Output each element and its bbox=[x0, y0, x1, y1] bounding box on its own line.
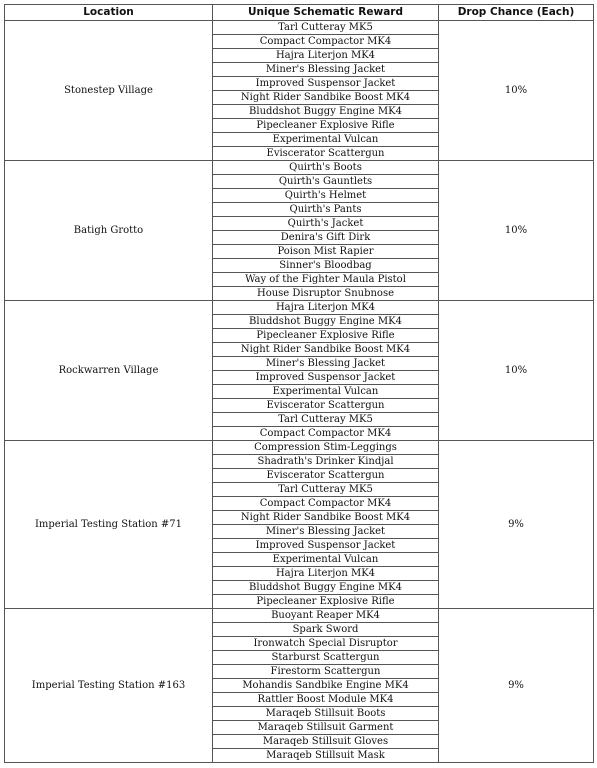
location-cell: Stonestep Village bbox=[5, 21, 213, 161]
reward-cell: Tarl Cutteray MK5 bbox=[213, 413, 439, 427]
reward-cell: Quirth's Jacket bbox=[213, 217, 439, 231]
reward-cell: Bluddshot Buggy Engine MK4 bbox=[213, 581, 439, 595]
reward-cell: Poison Mist Rapier bbox=[213, 245, 439, 259]
reward-cell: Maraqeb Stillsuit Garment bbox=[213, 721, 439, 735]
reward-cell: Hajra Literjon MK4 bbox=[213, 301, 439, 315]
header-location: Location bbox=[5, 5, 213, 21]
reward-cell: Starburst Scattergun bbox=[213, 651, 439, 665]
reward-cell: Eviscerator Scattergun bbox=[213, 399, 439, 413]
reward-cell: Night Rider Sandbike Boost MK4 bbox=[213, 91, 439, 105]
reward-cell: Way of the Fighter Maula Pistol bbox=[213, 273, 439, 287]
drop-chance-cell: 10% bbox=[439, 21, 594, 161]
reward-cell: Experimental Vulcan bbox=[213, 553, 439, 567]
reward-cell: Quirth's Gauntlets bbox=[213, 175, 439, 189]
reward-cell: House Disruptor Snubnose bbox=[213, 287, 439, 301]
drop-chance-cell: 10% bbox=[439, 301, 594, 441]
reward-cell: Pipecleaner Explosive Rifle bbox=[213, 595, 439, 609]
reward-cell: Tarl Cutteray MK5 bbox=[213, 483, 439, 497]
reward-cell: Night Rider Sandbike Boost MK4 bbox=[213, 511, 439, 525]
reward-cell: Compact Compactor MK4 bbox=[213, 497, 439, 511]
drop-chance-cell: 9% bbox=[439, 441, 594, 609]
reward-cell: Mohandis Sandbike Engine MK4 bbox=[213, 679, 439, 693]
reward-cell: Eviscerator Scattergun bbox=[213, 147, 439, 161]
schematic-rewards-table bbox=[4, 4, 594, 763]
reward-cell: Pipecleaner Explosive Rifle bbox=[213, 119, 439, 133]
reward-cell: Hajra Literjon MK4 bbox=[213, 567, 439, 581]
table-row bbox=[5, 441, 594, 455]
header-row bbox=[5, 5, 594, 21]
reward-cell: Maraqeb Stillsuit Mask bbox=[213, 749, 439, 763]
reward-cell: Quirth's Helmet bbox=[213, 189, 439, 203]
reward-cell: Bluddshot Buggy Engine MK4 bbox=[213, 315, 439, 329]
table-row bbox=[5, 161, 594, 175]
reward-cell: Ironwatch Special Disruptor bbox=[213, 637, 439, 651]
reward-cell: Shadrath's Drinker Kindjal bbox=[213, 455, 439, 469]
header-reward: Unique Schematic Reward bbox=[213, 5, 439, 21]
location-cell: Imperial Testing Station #71 bbox=[5, 441, 213, 609]
table-row bbox=[5, 609, 594, 623]
reward-cell: Improved Suspensor Jacket bbox=[213, 371, 439, 385]
reward-cell: Improved Suspensor Jacket bbox=[213, 77, 439, 91]
reward-cell: Spark Sword bbox=[213, 623, 439, 637]
reward-cell: Compact Compactor MK4 bbox=[213, 35, 439, 49]
reward-cell: Maraqeb Stillsuit Gloves bbox=[213, 735, 439, 749]
table-body bbox=[5, 21, 594, 763]
table-row bbox=[5, 21, 594, 35]
location-cell: Batigh Grotto bbox=[5, 161, 213, 301]
reward-cell: Quirth's Boots bbox=[213, 161, 439, 175]
table-row bbox=[5, 301, 594, 315]
reward-cell: Hajra Literjon MK4 bbox=[213, 49, 439, 63]
reward-cell: Sinner's Bloodbag bbox=[213, 259, 439, 273]
reward-cell: Denira's Gift Dirk bbox=[213, 231, 439, 245]
reward-cell: Pipecleaner Explosive Rifle bbox=[213, 329, 439, 343]
reward-cell: Rattler Boost Module MK4 bbox=[213, 693, 439, 707]
reward-cell: Buoyant Reaper MK4 bbox=[213, 609, 439, 623]
reward-cell: Quirth's Pants bbox=[213, 203, 439, 217]
reward-cell: Compression Stim-Leggings bbox=[213, 441, 439, 455]
reward-cell: Miner's Blessing Jacket bbox=[213, 63, 439, 77]
location-cell: Rockwarren Village bbox=[5, 301, 213, 441]
drop-chance-cell: 9% bbox=[439, 609, 594, 763]
reward-cell: Experimental Vulcan bbox=[213, 133, 439, 147]
reward-cell: Improved Suspensor Jacket bbox=[213, 539, 439, 553]
reward-cell: Bluddshot Buggy Engine MK4 bbox=[213, 105, 439, 119]
reward-cell: Compact Compactor MK4 bbox=[213, 427, 439, 441]
reward-cell: Experimental Vulcan bbox=[213, 385, 439, 399]
location-cell: Imperial Testing Station #163 bbox=[5, 609, 213, 763]
reward-cell: Miner's Blessing Jacket bbox=[213, 357, 439, 371]
reward-cell: Firestorm Scattergun bbox=[213, 665, 439, 679]
reward-cell: Maraqeb Stillsuit Boots bbox=[213, 707, 439, 721]
reward-cell: Eviscerator Scattergun bbox=[213, 469, 439, 483]
reward-cell: Tarl Cutteray MK5 bbox=[213, 21, 439, 35]
reward-cell: Night Rider Sandbike Boost MK4 bbox=[213, 343, 439, 357]
header-drop-chance: Drop Chance (Each) bbox=[439, 5, 594, 21]
drop-chance-cell: 10% bbox=[439, 161, 594, 301]
reward-cell: Miner's Blessing Jacket bbox=[213, 525, 439, 539]
